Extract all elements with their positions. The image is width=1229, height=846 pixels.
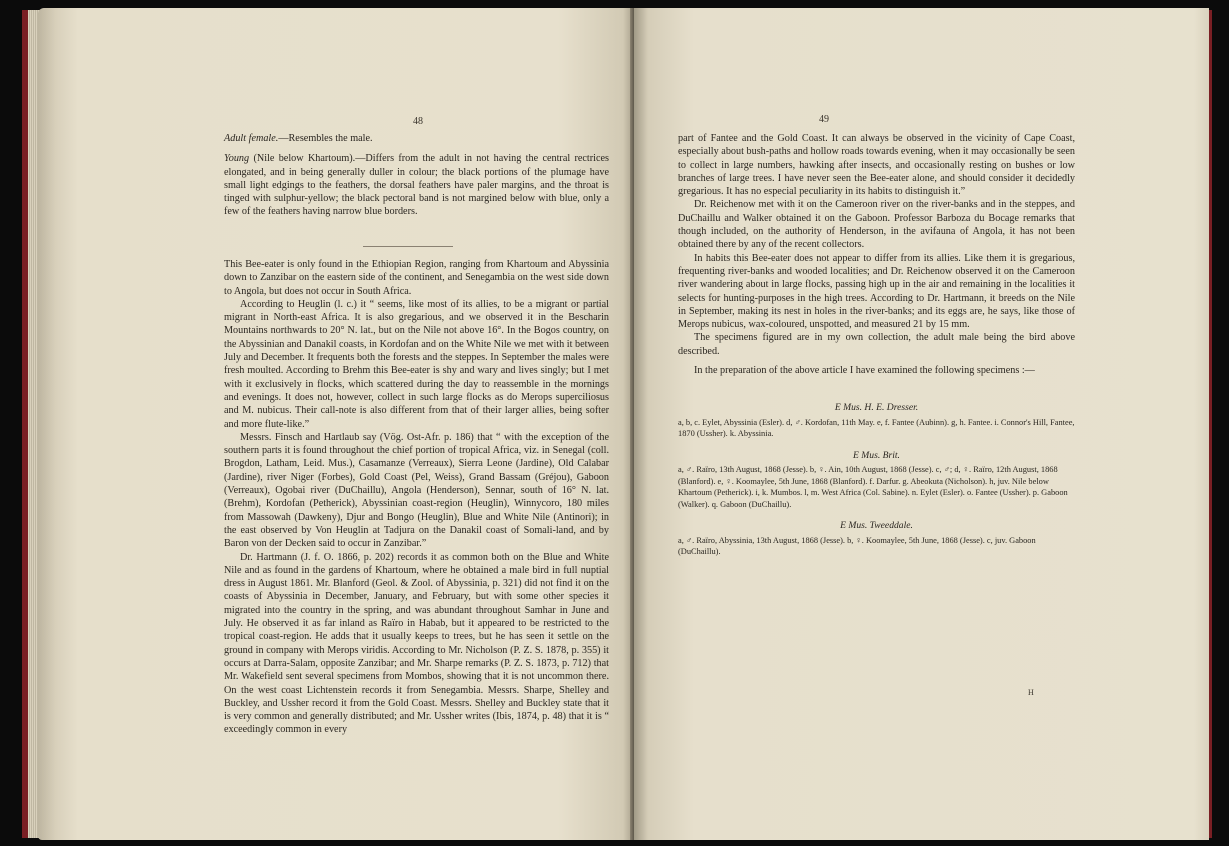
female-text: —Resembles the male. (278, 133, 373, 144)
young-paragraph (224, 152, 609, 218)
young-text: (Nile below Khartoum).—Differs from the adult in not having the central rectrices elongated, and in being generally duller in colour; the black portions of the plumage have small light edgings to the feathers, the dorsal feathers have paler margins, and the throat is tinged with sulphur-yellow; the black pectoral band is not margined below with blue, only a few of the feathers having narrow blue borders. (224, 153, 609, 218)
specimens-figured-paragraph: The specimens figured are in my own collection, the adult male being the bird above described. (678, 332, 1075, 357)
open-book (18, 8, 1214, 840)
dresser-collection-heading: E Mus. H. E. Dresser. (834, 402, 919, 413)
finsch-hartlaub-paragraph: Messrs. Finsch and Hartlaub say (Vög. Ost-Afr. p. 186) that “ with the exception of the southern parts it is found throughout the chief portion of tropical Africa, viz. in Senegal (coll. Brogdon, Latham, Leid. Mus.), Casamanze (Verreaux), Sierra Leone (Jardine), Old Calabar (Jardine), river Niger (Forbes), Gold Coast (Pel, Weiss), Grand Bassam (Gréjou), Gaboon (Verreaux), Ogobai river (DuChaillu), Angola (Henderson), Sennar, south of 16° N. lat. (Brehm), Kordofan (Petherick), Abyssinian coast-region (Heuglin), Winnycoro, 180 miles from Massowah (Dawkeny), Djur and Bongo (Heuglin), Blue and White Nile (Antinori); in the east observed by Von Heuglin at Tadjura on the Danakil coast of Somali-land, and by Baron von der Decken said to occur in Zanzibar.” (224, 431, 609, 550)
hartmann-paragraph: Dr. Hartmann (J. f. O. 1866, p. 202) records it as common both on the Blue and White Nile and as found in the gardens of Khartoum, where he obtained a male bird in full nuptial dress in August 1861. Mr. Blanford (Geol. & Zool. of Abyssinia, p. 321) did not find it on the coasts of Abyssinia in December, January, and February, but with some other species it migrated into the country in the spring, and was abundant throughout Samhar in June and July. He observed it as far inland as Raïro in Habab, but it appeared to be restricted to the tropical coast-region. He adds that it usually keeps to trees, but he has seen it settle on the ground in company with Merops viridis. According to Mr. Nicholson (P. Z. S. 1878, p. 355) it occurs at Darra-Salam, opposite Zanzibar; and Mr. Sharpe remarks (P. Z. S. 1873, p. 712) that Mr. Wakefield sent several specimens from Mombos, showing that it is not uncommon there. On the west coast Lichtenstein records it from Senegambia. Messrs. Sharpe, Shelley and Buckley, and Ussher record it from the Gold Coast. Messrs. Shelley and Buckley state that it is very common and generally distributed; and Mr. Ussher writes (Ibis, 1874, p. 48) that it is “ exceedingly common in every (224, 551, 609, 736)
right-page (634, 8, 1209, 840)
adult-female-paragraph (224, 132, 609, 145)
signature-mark: H (1028, 688, 1034, 697)
heuglin-paragraph: According to Heuglin (l. c.) it “ seems, like most of its allies, to be a migrant or partial migrant in North-east Africa. It is also gregarious, and we observed it in the Bescharin Mountains northwards to 20° N. lat., but on the Nile not above 16°. In the Bogos country, on the Abyssinian and Danakil coasts, in Kordofan and on the White Nile we met with it between July and December. It frequents both the forests and the steppes. In September the males were fresh moulted. According to Brehm this Bee-eater is shy and wary and lives singly; but I met with it exclusively in flocks, which scattered during the day to reassemble in the mornings and evenings. It does not, however, collect in such large flocks as do Merops superciliosus and M. nubicus. Their call-note is also different from that of their larger allies, being softer and more flute-like.” (224, 298, 609, 430)
page-number-left: 48 (413, 116, 423, 127)
section-divider (363, 246, 453, 247)
tweeddale-collection-heading: E Mus. Tweeddale. (840, 520, 913, 531)
page-number-right: 49 (819, 114, 829, 125)
reichenow-paragraph: Dr. Reichenow met with it on the Cameroon river on the river-banks and in the steppes, and DuChaillu and Walker obtained it on the Gaboon. Professor Barboza du Bocage remarks that though included, on the authority of Henderson, in the avifauna of Angola, it has not been obtained there by any of the recent collectors. (678, 199, 1075, 251)
young-heading: Young (224, 153, 250, 165)
tweeddale-collection-list: a, ♂. Raïro, Abyssinia, 13th August, 1868 (Jesse). b, ♀. Koomaylee, 5th June, 1868 (Jesse). c, juv. Gaboon (DuChaillu). (678, 535, 1036, 556)
british-museum-list: a, ♂. Raïro, 13th August, 1868 (Jesse). b, ♀. Ain, 10th August, 1868 (Jesse). c, ♂; d, ♀. Raïro, 12th August, 1868 (Blanford). e, ♀. Koomaylee, 5th June, 1868 (Blanford). f. Darfur. g. Abeokuta (Nicholson). h, juv. Nile below Khartoum (Petherick). i, k. Mumbos. l, m. West Africa (Col. Sabine). n. Eylet (Esler). o. Fantee (Ussher). p. Gaboon (Walker). q. Gaboon (DuChaillu). (678, 465, 1068, 509)
dresser-collection-list: a, b, c. Eylet, Abyssinia (Esler). d, ♂. Kordofan, 11th May. e, f. Fantee (Aubinn). g, h. Fantee. i. Connor's Hill, Fantee, 1870 (Ussher). k. Abyssinia. (678, 417, 1075, 438)
british-museum-heading: E Mus. Brit. (853, 449, 900, 461)
left-page-body (224, 258, 609, 737)
right-page-body (678, 132, 1075, 377)
habits-paragraph: In habits this Bee-eater does not appear to differ from its allies. Like them it is gregarious, frequenting river-banks and wooded localities; and Dr. Reichenow observed it on the Cameroon river wandering about in large flocks, passing high up in the air and remaining in the localities it selects for hunting-purposes in the high trees. According to Dr. Hartmann, it breeds on the Nile in September, making its nest in holes in the river-banks; and its eggs are, he says, like those of Merops nubicus, wax-coloured, unspotted, and measured 21 by 15 mm. (678, 252, 1075, 331)
ussher-continuation-paragraph: part of Fantee and the Gold Coast. It can always be observed in the vicinity of Cape Coast, especially about bush-paths and hollow roads towards evening, when it may occasionally be seen to collect in large numbers, hawking after insects, and occasionally resting on bushes or low branches of large trees. I have never seen the Bee-eater alone, and should consider it decidedly gregarious. It has no especial peculiarity in its habits to distinguish it.” (678, 133, 1075, 198)
specimen-lists (678, 392, 1075, 558)
distribution-paragraph: This Bee-eater is only found in the Ethiopian Region, ranging from Khartoum and Abyssinia down to Zanzibar on the eastern side of the continent, and Senegambia on the west side down to Angola, but does not occur in South Africa. (224, 259, 609, 297)
female-heading: Adult female. (224, 133, 279, 144)
left-page-text (224, 132, 609, 219)
examined-specimens-intro: In the preparation of the above article I have examined the following specimens :— (694, 365, 1035, 377)
left-page (38, 8, 634, 840)
